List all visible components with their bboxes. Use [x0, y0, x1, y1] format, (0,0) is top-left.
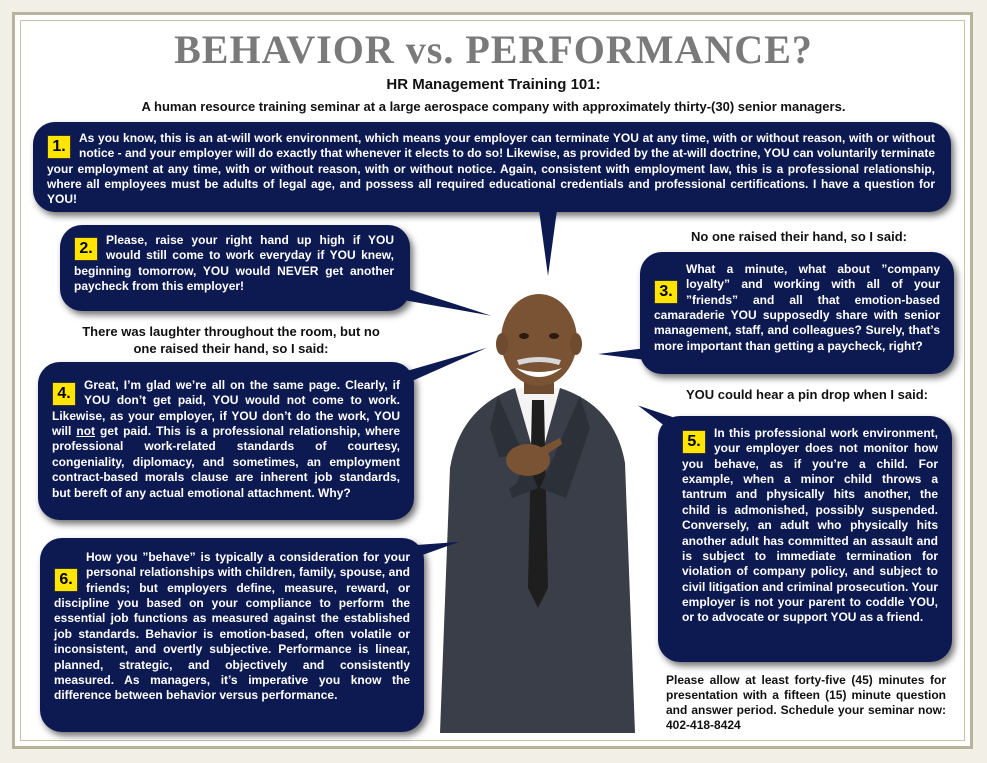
bubble-text-underlined: not [76, 424, 96, 439]
caption-no-hand: No one raised their hand, so I said: [691, 229, 907, 244]
bubble-number-badge: 3. [654, 280, 678, 304]
speech-bubble-6 [40, 538, 424, 732]
caption-laughter: There was laughter throughout the room, but no one raised their hand, so I said: [82, 324, 380, 356]
bubble-number-badge: 1. [47, 135, 71, 159]
speech-bubble-4 [38, 362, 414, 520]
bubble-text: How you ”behave” is typically a consideration for your personal relationships with children, family, spouse, and friends; but employers define, measure, reward, or discipline you based on your compliance to perform the essential job functions as measured against the established job standards. Behavior is emotion-based, often volatile or inconsistent, and overtly subjective. Performance is linear, planned, strategic, and objectively and consistently measured. As managers, it’s imperative you know the difference between behavior versus performance. [54, 550, 410, 703]
bubble-number-badge: 6. [54, 568, 78, 592]
speech-bubble-3 [640, 252, 954, 374]
bubble-text-part: Great, I’m glad we’re all on the same page. Clearly, if YOU don’t get paid, YOU would not come to work. Likewise, as your employer, if YOU don’t do the work, YOU will [52, 378, 400, 439]
bubble-text: As you know, this is an at-will work environment, which means your employer can terminate YOU at any time, with or without reason, with or without notice - and your employer will do exactly that whenever it elects to do so! Likewise, as provided by the at-will doctrine, YOU can voluntarily terminate your employment at any time, with or without reason, with or without notice. Again, consistent with employment law, this is a professional relationship, where all employees must be adults of legal age, and possess all required educational credentials and professional certifications. I have a question for YOU! [47, 131, 935, 207]
speech-bubble-2 [60, 225, 410, 311]
intro-text: A human resource training seminar at a large aerospace company with approximately thirty-(30) senior managers. [141, 99, 846, 114]
bubble-text [52, 378, 400, 501]
bubble-tail [539, 210, 557, 276]
bubble-text: What a minute, what about ”company loyalty” and working with all of your ”friends” and all that emotion-based camaraderie YOU supposedly share with senior management, staff, and colleagues? Surely, that’s more important than getting a paycheck, right? [654, 262, 940, 353]
speech-bubble-5 [658, 416, 952, 662]
bubble-number-badge: 2. [74, 237, 98, 261]
bubble-text-part: get paid. This is a professional relationship, where professional work-related standards of courtesy, congeniality, diplomacy, and sometimes, an employment contract-based morals clause are inherent job standards, but bereft of any actual emotional attachment. Why? [52, 424, 400, 500]
bubble-text: Please, raise your right hand up high if YOU would still come to work everyday if YOU knew, beginning tomorrow, YOU would NEVER get another paycheck from this employer! [74, 233, 394, 294]
caption-pin-drop: YOU could hear a pin drop when I said: [686, 387, 928, 402]
footer-note: Please allow at least forty-five (45) minutes for presentation with a fifteen (15) minute question and answer period. Schedule your seminar now: 402-418-8424 [666, 673, 946, 732]
page-title: BEHAVIOR vs. PERFORMANCE? [174, 27, 813, 72]
page-subtitle: HR Management Training 101: [386, 76, 601, 93]
bubble-tail [598, 348, 646, 360]
speech-bubble-1 [33, 122, 951, 212]
bubble-number-badge: 4. [52, 382, 76, 406]
bubble-text: In this professional work environment, your employer does not monitor how you behave, as if you’re a child. For example, when a minor child throws a tantrum and physically hits another, the child is admonished, possibly suspended. Conversely, an adult who physically hits another adult has committed an assault and is subject to immediate termination for violation of company policy, and subject to civil litigation and criminal prosecution. Your employer is not your parent to coddle YOU, or to advocate or support YOU as a friend. [682, 426, 938, 625]
bubble-number-badge: 5. [682, 430, 706, 454]
